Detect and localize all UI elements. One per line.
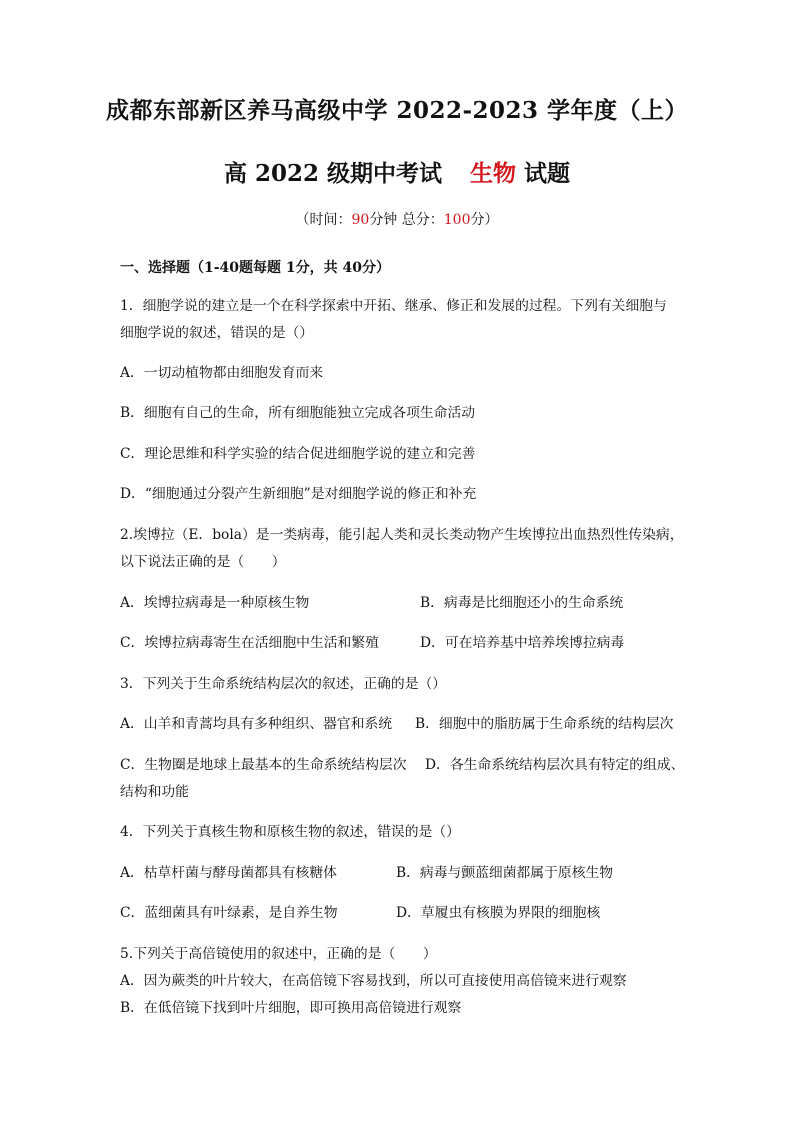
question-5-option-b: B．在低倍镜下找到叶片细胞，即可换用高倍镜进行观察 bbox=[120, 1000, 462, 1016]
question-3-option-c: C．生物圈是地球上最基本的生命系统结构层次 bbox=[120, 757, 407, 773]
exam-subject: 生物 bbox=[470, 160, 517, 187]
question-2-stem-line2: 以下说法正确的是（ ） bbox=[120, 554, 286, 570]
section-title: 一、选择题（1-40题每题 1分，共 40分） bbox=[120, 260, 391, 276]
score-unit: 分） bbox=[470, 212, 499, 228]
question-5-stem: 5.下列关于高倍镜使用的叙述中，正确的是（ ） bbox=[120, 946, 437, 962]
question-1-stem-line2: 细胞学说的叙述，错误的是（） bbox=[120, 325, 314, 341]
question-2-option-a: A．埃博拉病毒是一种原核生物 bbox=[120, 595, 310, 611]
question-4-stem: 4．下列关于真核生物和原核生物的叙述，错误的是（） bbox=[120, 824, 460, 840]
score-value: 100 bbox=[443, 212, 471, 228]
question-1-stem-line1: 1．细胞学说的建立是一个在科学探索中开拓、继承、修正和发展的过程。下列有关细胞与 bbox=[120, 298, 667, 314]
question-2-stem-line1: 2.埃博拉（E．bola）是一类病毒，能引起人类和灵长类动物产生埃博拉出血热烈性传染病， bbox=[120, 527, 684, 543]
question-1-option-c: C．理论思维和科学实验的结合促进细胞学说的建立和完善 bbox=[120, 446, 476, 462]
question-3-option-d-cont: 结构和功能 bbox=[120, 784, 189, 800]
time-value: 90 bbox=[351, 212, 370, 228]
question-1-option-a: A．一切动植物都由细胞发育而来 bbox=[120, 365, 324, 381]
exam-title bbox=[0, 155, 794, 188]
question-1-option-d: D．“细胞通过分裂产生新细胞”是对细胞学说的修正和补充 bbox=[120, 486, 477, 502]
time-unit: 分钟 总分： bbox=[369, 212, 444, 228]
exam-title-suffix: 试题 bbox=[524, 160, 571, 187]
question-4-option-c: C．蓝细菌具有叶绿素，是自养生物 bbox=[120, 905, 338, 921]
exam-meta bbox=[0, 209, 794, 229]
question-2-option-b: B．病毒是比细胞还小的生命系统 bbox=[420, 595, 624, 611]
exam-school-title: 成都东部新区养马高级中学 2022-2023 学年度（上） bbox=[105, 97, 689, 124]
question-4-option-a: A．枯草杆菌与酵母菌都具有核糖体 bbox=[120, 865, 337, 881]
question-5-option-a: A．因为蕨类的叶片较大，在高倍镜下容易找到，所以可直接使用高倍镜来进行观察 bbox=[120, 973, 627, 989]
question-2-option-d: D．可在培养基中培养埃博拉病毒 bbox=[420, 635, 625, 651]
question-4-option-b: B．病毒与颤蓝细菌都属于原核生物 bbox=[396, 865, 614, 881]
question-3-option-b: B．细胞中的脂肪属于生命系统的结构层次 bbox=[415, 716, 674, 732]
exam-title-prefix: 高 2022 级期中考试 bbox=[223, 160, 443, 187]
question-1-option-b: B．细胞有自己的生命，所有细胞能独立完成各项生命活动 bbox=[120, 405, 476, 421]
question-2-option-c: C．埃博拉病毒寄生在活细胞中生活和繁殖 bbox=[120, 635, 379, 651]
time-label: （时间： bbox=[295, 212, 352, 228]
question-4-option-d: D．草履虫有核膜为界限的细胞核 bbox=[396, 905, 601, 921]
question-3-option-d: D．各生命系统结构层次具有特定的组成、 bbox=[425, 757, 685, 773]
question-3-stem: 3．下列关于生命系统结构层次的叙述，正确的是（） bbox=[120, 676, 447, 692]
question-3-option-a: A．山羊和青蒿均具有多种组织、器官和系统 bbox=[120, 716, 393, 732]
